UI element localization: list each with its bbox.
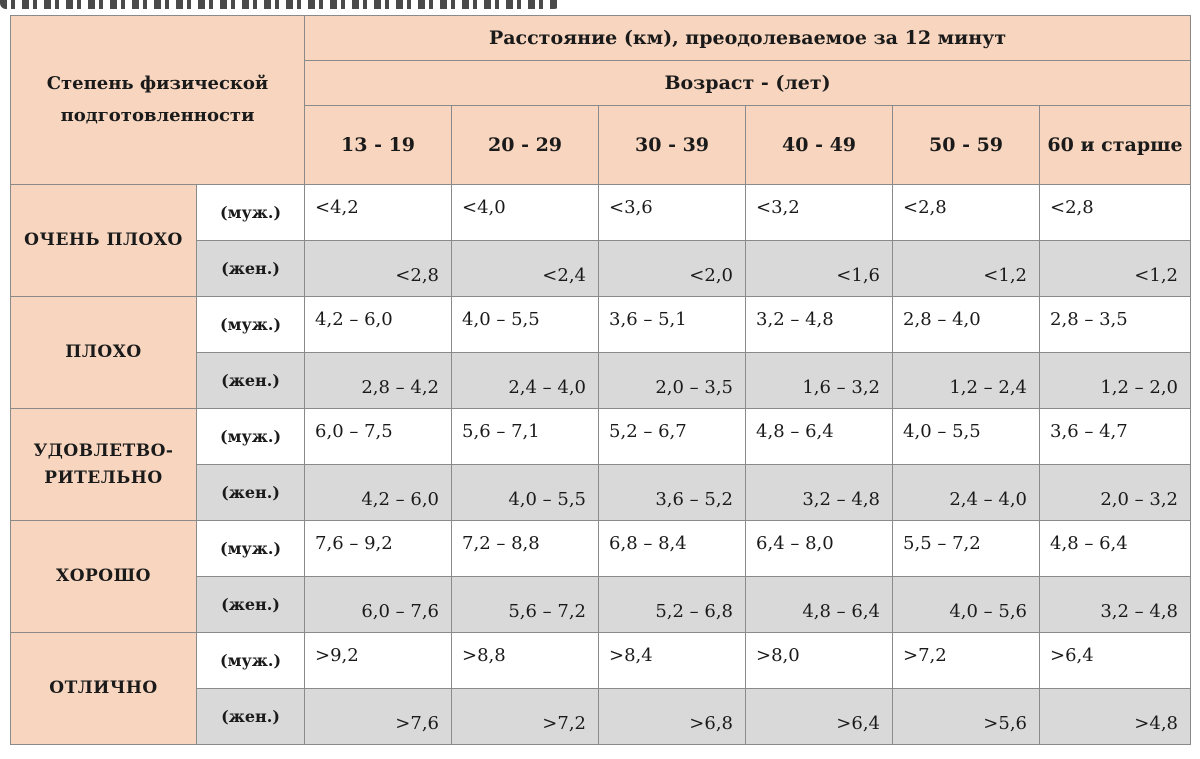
male-value-cell: <2,8 (893, 185, 1040, 241)
table-row (11, 185, 1191, 241)
male-label: (муж.) (197, 409, 305, 465)
female-value-cell: 2,0 – 3,2 (1040, 465, 1191, 521)
male-value-cell: 4,0 – 5,5 (452, 297, 599, 353)
male-value-cell: <4,2 (305, 185, 452, 241)
age-header: Возраст - (лет) (305, 61, 1191, 106)
female-value-cell: <1,6 (746, 241, 893, 297)
male-value-cell: 7,6 – 9,2 (305, 521, 452, 577)
female-value-cell: 4,0 – 5,6 (893, 577, 1040, 633)
male-value-cell: 3,6 – 4,7 (1040, 409, 1191, 465)
female-value-cell: 4,0 – 5,5 (452, 465, 599, 521)
cropped-text-fragment (0, 0, 560, 9)
male-value-cell: 2,8 – 3,5 (1040, 297, 1191, 353)
female-value-cell: <1,2 (893, 241, 1040, 297)
male-value-cell: 6,8 – 8,4 (599, 521, 746, 577)
age-group-header: 13 - 19 (305, 106, 452, 185)
male-label: (муж.) (197, 185, 305, 241)
female-label: (жен.) (197, 577, 305, 633)
female-value-cell: 6,0 – 7,6 (305, 577, 452, 633)
female-value-cell: 5,6 – 7,2 (452, 577, 599, 633)
age-group-header: 30 - 39 (599, 106, 746, 185)
male-value-cell: 3,6 – 5,1 (599, 297, 746, 353)
female-value-cell: <1,2 (1040, 241, 1191, 297)
male-value-cell: >8,8 (452, 633, 599, 689)
male-value-cell: 7,2 – 8,8 (452, 521, 599, 577)
male-value-cell: 4,2 – 6,0 (305, 297, 452, 353)
male-value-cell: 6,0 – 7,5 (305, 409, 452, 465)
age-group-header: 40 - 49 (746, 106, 893, 185)
female-label: (жен.) (197, 241, 305, 297)
fitness-category-label: ХОРОШО (11, 521, 197, 633)
male-value-cell: <3,6 (599, 185, 746, 241)
fitness-level-header: Степень физической подготовленности (11, 16, 305, 185)
male-value-cell: 5,2 – 6,7 (599, 409, 746, 465)
female-value-cell: 5,2 – 6,8 (599, 577, 746, 633)
fitness-category-label: УДОВЛЕТВО-РИТЕЛЬНО (11, 409, 197, 521)
female-value-cell: 1,2 – 2,0 (1040, 353, 1191, 409)
table-row (11, 297, 1191, 353)
male-value-cell: >8,0 (746, 633, 893, 689)
male-value-cell: <4,0 (452, 185, 599, 241)
male-value-cell: 3,2 – 4,8 (746, 297, 893, 353)
female-value-cell: <2,4 (452, 241, 599, 297)
female-value-cell: 2,8 – 4,2 (305, 353, 452, 409)
male-value-cell: 5,5 – 7,2 (893, 521, 1040, 577)
female-value-cell: 2,4 – 4,0 (893, 465, 1040, 521)
male-label: (муж.) (197, 521, 305, 577)
female-label: (жен.) (197, 353, 305, 409)
age-group-header: 60 и старше (1040, 106, 1191, 185)
female-label: (жен.) (197, 689, 305, 745)
female-value-cell: 3,2 – 4,8 (746, 465, 893, 521)
male-value-cell: >9,2 (305, 633, 452, 689)
cropped-text-strip (0, 0, 1200, 12)
female-value-cell: 4,2 – 6,0 (305, 465, 452, 521)
female-value-cell: >7,2 (452, 689, 599, 745)
male-value-cell: 4,0 – 5,5 (893, 409, 1040, 465)
male-value-cell: <3,2 (746, 185, 893, 241)
female-value-cell: >5,6 (893, 689, 1040, 745)
age-group-header: 20 - 29 (452, 106, 599, 185)
fitness-category-label: ПЛОХО (11, 297, 197, 409)
female-value-cell: 3,6 – 5,2 (599, 465, 746, 521)
table-row (11, 409, 1191, 465)
male-value-cell: 4,8 – 6,4 (1040, 521, 1191, 577)
table-row (11, 633, 1191, 689)
female-value-cell: >6,8 (599, 689, 746, 745)
female-value-cell: <2,8 (305, 241, 452, 297)
male-value-cell: 4,8 – 6,4 (746, 409, 893, 465)
female-value-cell: 4,8 – 6,4 (746, 577, 893, 633)
female-value-cell: 2,4 – 4,0 (452, 353, 599, 409)
female-value-cell: >7,6 (305, 689, 452, 745)
female-value-cell: >4,8 (1040, 689, 1191, 745)
age-group-header: 50 - 59 (893, 106, 1040, 185)
male-value-cell: <2,8 (1040, 185, 1191, 241)
fitness-test-table (10, 15, 1191, 745)
male-value-cell: >8,4 (599, 633, 746, 689)
male-value-cell: >7,2 (893, 633, 1040, 689)
male-label: (муж.) (197, 633, 305, 689)
fitness-category-label: ОЧЕНЬ ПЛОХО (11, 185, 197, 297)
female-value-cell: <2,0 (599, 241, 746, 297)
female-label: (жен.) (197, 465, 305, 521)
male-value-cell: >6,4 (1040, 633, 1191, 689)
female-value-cell: 1,6 – 3,2 (746, 353, 893, 409)
male-value-cell: 6,4 – 8,0 (746, 521, 893, 577)
female-value-cell: 2,0 – 3,5 (599, 353, 746, 409)
table-row (11, 521, 1191, 577)
distance-header: Расстояние (км), преодолеваемое за 12 минут (305, 16, 1191, 61)
female-value-cell: 1,2 – 2,4 (893, 353, 1040, 409)
fitness-category-label: ОТЛИЧНО (11, 633, 197, 745)
male-value-cell: 2,8 – 4,0 (893, 297, 1040, 353)
male-label: (муж.) (197, 297, 305, 353)
female-value-cell: 3,2 – 4,8 (1040, 577, 1191, 633)
female-value-cell: >6,4 (746, 689, 893, 745)
male-value-cell: 5,6 – 7,1 (452, 409, 599, 465)
